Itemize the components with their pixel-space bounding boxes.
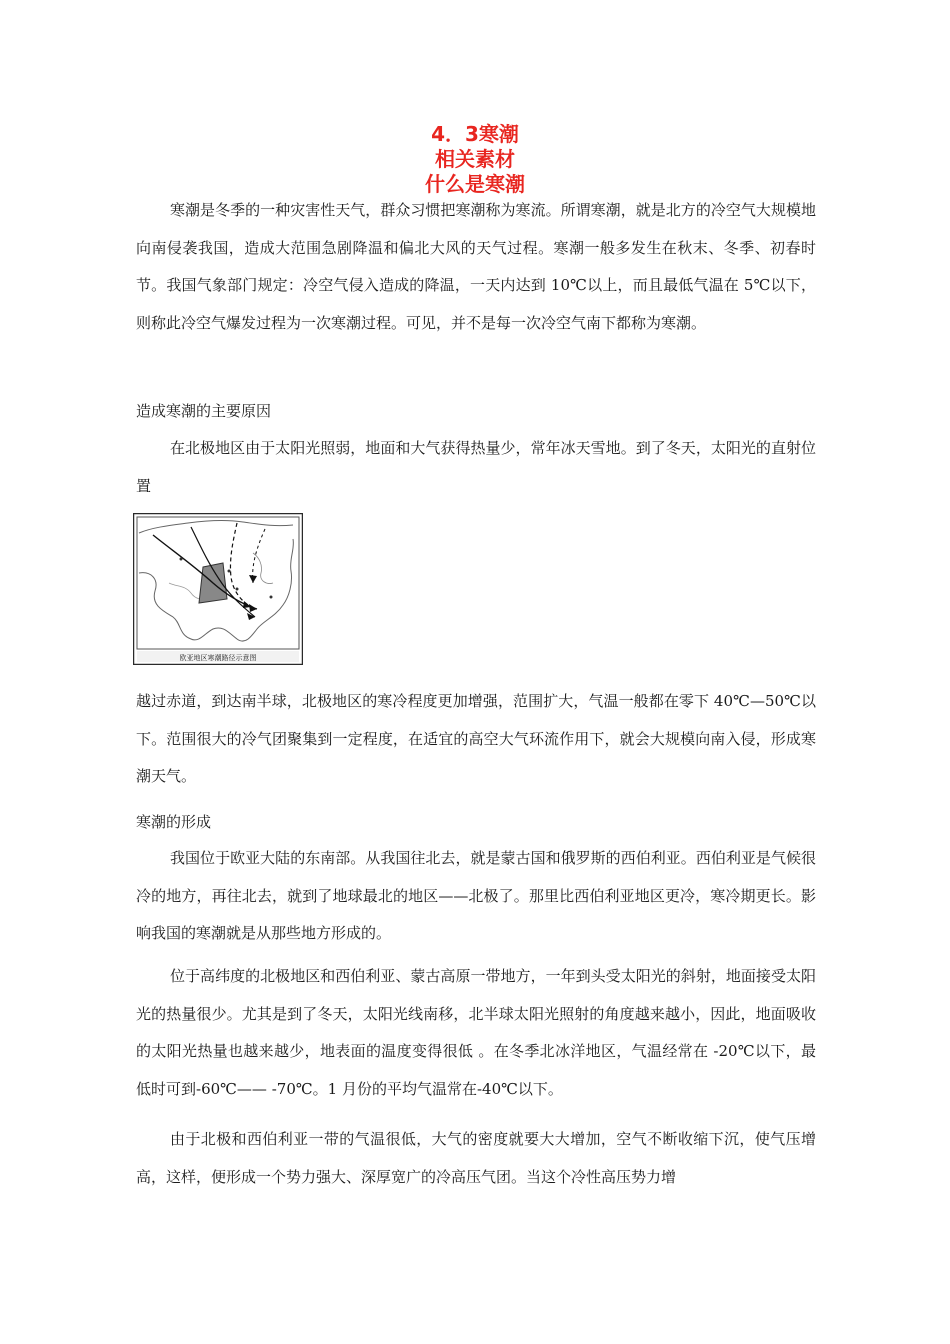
paragraph-causes: 在北极地区由于太阳光照弱，地面和大气获得热量少，常年冰天雪地。到了冬天，太阳光的直射位置 bbox=[136, 439, 816, 495]
paragraph-sunlight: 位于高纬度的北极地区和西伯利亚、蒙古高原一带地方，一年到头受太阳光的斜射，地面接受太阳光的热量很少。尤其是到了冬天，太阳光线南移，北半球太阳光照射的角度越来越小，因此，地面吸收的太阳光热量也越来越少，地表面的温度变得很低 。在冬季北冰洋地区，气温经常在 -20℃以下，最低时可到-60℃—— -70℃。1 月份的平均气温常在-40℃以下。 bbox=[136, 967, 816, 1098]
cold-wave-route-map bbox=[133, 513, 303, 665]
heading-causes: 造成寒潮的主要原因 bbox=[136, 402, 272, 420]
paragraph-causes-continued: 越过赤道，到达南半球，北极地区的寒冷程度更加增强，范围扩大，气温一般都在零下 40℃—50℃以下。范围很大的冷气团聚集到一定程度，在适宜的高空大气环流作用下，就会大规模向南入侵，形成寒潮天气。 bbox=[136, 692, 816, 785]
paragraph-high-pressure: 由于北极和西伯利亚一带的气温很低，大气的密度就要大大增加，空气不断收缩下沉，使气压增高，这样，便形成一个势力强大、深厚宽广的冷高压气团。当这个冷性高压势力增 bbox=[136, 1130, 816, 1186]
section-title: 什么是寒潮 bbox=[425, 172, 525, 196]
heading-formation: 寒潮的形成 bbox=[136, 813, 212, 831]
title-block bbox=[0, 122, 950, 197]
document-subtitle: 相关素材 bbox=[435, 147, 515, 171]
paragraph-definition: 寒潮是冬季的一种灾害性天气，群众习惯把寒潮称为寒流。所谓寒潮，就是北方的冷空气大规模地向南侵袭我国，造成大范围急剧降温和偏北大风的天气过程。寒潮一般多发生在秋末、冬季、初春时节。我国气象部门规定：冷空气侵入造成的降温，一天内达到 10℃以上，而且最低气温在 5℃以下，则称此冷空气爆发过程为一次寒潮过程。可见，并不是每一次冷空气南下都称为寒潮。 bbox=[136, 201, 816, 332]
document-title: 4．3寒潮 bbox=[431, 122, 519, 146]
paragraph-location: 我国位于欧亚大陆的东南部。从我国往北去，就是蒙古国和俄罗斯的西伯利亚。西伯利亚是气候很冷的地方，再往北去，就到了地球最北的地区——北极了。那里比西伯利亚地区更冷，寒冷期更长。影响我国的寒潮就是从那些地方形成的。 bbox=[136, 849, 816, 942]
map-caption: 欧亚地区寒潮路径示意图 bbox=[179, 654, 257, 662]
